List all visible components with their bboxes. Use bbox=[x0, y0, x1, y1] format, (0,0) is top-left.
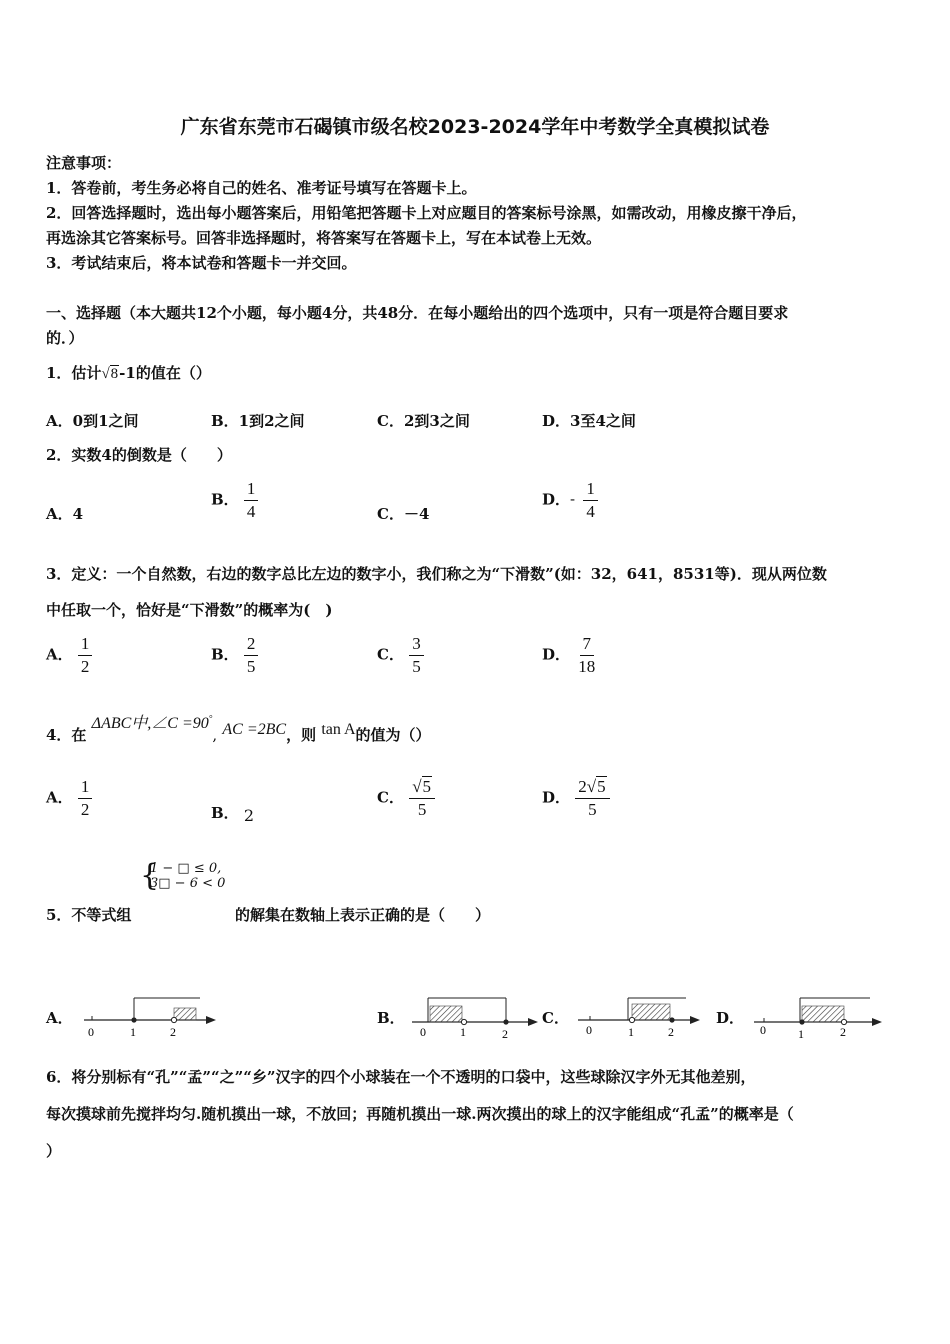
sqrt-expression: √8 bbox=[101, 366, 119, 382]
brace-icon: { bbox=[140, 858, 160, 893]
page-title: 广东省东莞市石碣镇市级名校2023-2024学年中考数学全真模拟试卷 bbox=[180, 116, 770, 138]
section-heading: 一、选择题（本大题共12个小题，每小题4分，共48分．在每小题给出的四个选项中，只有一项是符合题目要求 bbox=[46, 304, 789, 322]
q2-option-a[interactable]: A．4 bbox=[46, 505, 84, 523]
note-item: 2．回答选择题时，选出每小题答案后，用铅笔把答题卡上对应题目的答案标号涂黑，如需改动，用橡皮擦干净后， bbox=[46, 204, 807, 222]
question-3-stem-cont: 中任取一个，恰好是“下滑数”的概率为( ) bbox=[46, 601, 333, 619]
q4-option-a[interactable]: A． $\frac{1}{2}$ bbox=[46, 778, 92, 819]
q4-option-c[interactable]: C． $\frac{√5}{5}$ bbox=[377, 778, 435, 819]
fraction: $\frac{1}{2}$ bbox=[78, 635, 93, 676]
question-3-stem: 3．定义：一个自然数，右边的数字总比左边的数字小，我们称之为“下滑数”(如：32，641，8531等)．现从两位数 bbox=[46, 565, 827, 583]
note-item: 再选涂其它答案标号。回答非选择题时，将答案写在答题卡上，写在本试卷上无效。 bbox=[46, 229, 602, 247]
svg-text:2: 2 bbox=[170, 1025, 176, 1039]
question-6-stem-end: ） bbox=[46, 1142, 62, 1160]
fraction: $\frac{2}{5}$ bbox=[244, 635, 259, 676]
question-1-stem: 1．估计√8-1的值在（） bbox=[46, 364, 211, 382]
fraction: $\frac{3}{5}$ bbox=[409, 635, 424, 676]
q3-option-a[interactable]: A． $\frac{1}{2}$ bbox=[46, 635, 92, 676]
q3-option-d[interactable]: D． $\frac{7}{18}$ bbox=[542, 635, 598, 676]
q3-option-c[interactable]: C． $\frac{3}{5}$ bbox=[377, 635, 424, 676]
q5-option-d-numberline[interactable] bbox=[752, 992, 888, 1040]
fraction: $\frac{1}{4}$ bbox=[583, 480, 598, 521]
q2-option-b[interactable]: B． $\frac{1}{4}$ bbox=[211, 480, 258, 521]
question-2-stem: 2．实数4的倒数是（ ） bbox=[46, 446, 232, 464]
fraction: $\frac{√5}{5}$ bbox=[409, 778, 435, 819]
notes-heading: 注意事项： bbox=[46, 154, 122, 172]
note-item: 1．答卷前，考生务必将自己的姓名、准考证号填写在答题卡上。 bbox=[46, 179, 477, 197]
svg-text:1: 1 bbox=[130, 1025, 136, 1039]
q4-option-d[interactable]: D． $\frac{2√5}{5}$ bbox=[542, 778, 610, 819]
svg-text:1: 1 bbox=[460, 1025, 466, 1039]
fraction: $\frac{1}{4}$ bbox=[244, 480, 259, 521]
q5-option-d-label[interactable]: D． bbox=[716, 1009, 745, 1027]
question-5-stem: 5．不等式组 bbox=[46, 906, 132, 924]
svg-text:2: 2 bbox=[840, 1025, 846, 1039]
q2-option-c[interactable]: C．－4 bbox=[377, 505, 430, 523]
svg-text:0: 0 bbox=[420, 1025, 426, 1039]
q5-option-b-label[interactable]: B． bbox=[377, 1009, 405, 1027]
fraction: $\frac{2√5}{5}$ bbox=[575, 778, 609, 819]
q5-option-c-label[interactable]: C． bbox=[542, 1009, 569, 1027]
fraction: $\frac{7}{18}$ bbox=[578, 634, 596, 676]
question-6-stem: 6．将分别标有“孔”“孟”“之”“乡”汉字的四个小球装在一个不透明的口袋中，这些球除汉字外无其他差别， bbox=[46, 1068, 756, 1086]
svg-text:0: 0 bbox=[760, 1023, 766, 1037]
svg-text:2: 2 bbox=[502, 1027, 508, 1040]
svg-text:1: 1 bbox=[798, 1027, 804, 1040]
q2-option-d[interactable]: D．- $\frac{1}{4}$ bbox=[542, 480, 598, 521]
note-item: 3．考试结束后，将本试卷和答题卡一并交回。 bbox=[46, 254, 357, 272]
fraction: $\frac{1}{2}$ bbox=[78, 778, 93, 819]
question-5-stem-cont: 的解集在数轴上表示正确的是（ ） bbox=[235, 906, 491, 924]
q1-option-d[interactable]: D．3至4之间 bbox=[542, 412, 636, 430]
svg-text:0: 0 bbox=[586, 1023, 592, 1037]
side-condition: AC =2BC bbox=[222, 721, 287, 738]
q5-option-c-numberline[interactable] bbox=[576, 992, 706, 1040]
q1-option-a[interactable]: A．0到1之间 bbox=[46, 412, 139, 430]
svg-text:1: 1 bbox=[628, 1025, 634, 1039]
q4-option-b[interactable]: B． 2 bbox=[211, 804, 255, 825]
inequality-system: { 1 − □ ≤ 0, 3□ − 6 < 0 bbox=[140, 858, 226, 893]
q1-option-c[interactable]: C．2到3之间 bbox=[377, 412, 470, 430]
svg-text:0: 0 bbox=[88, 1025, 94, 1039]
q1-option-b[interactable]: B．1到2之间 bbox=[211, 412, 305, 430]
question-4-stem: 4．在 ΔABC中,∠C =90°, AC =2BC，则 tan A的值为（） bbox=[46, 713, 431, 744]
q3-option-b[interactable]: B． $\frac{2}{5}$ bbox=[211, 635, 258, 676]
question-6-stem-cont: 每次摸球前先搅拌均匀.随机摸出一球，不放回；再随机摸出一球.两次摸出的球上的汉字能组成“孔孟”的概率是（ bbox=[46, 1105, 794, 1123]
triangle-condition: ΔABC中,∠C =90° bbox=[91, 713, 213, 732]
q5-option-a-label[interactable]: A． bbox=[46, 1009, 73, 1027]
q5-option-b-numberline[interactable] bbox=[408, 992, 538, 1040]
q5-option-a-numberline[interactable] bbox=[82, 992, 222, 1040]
svg-text:2: 2 bbox=[668, 1025, 674, 1039]
tan-expression: tan A bbox=[321, 721, 356, 738]
section-heading-cont: 的．） bbox=[46, 329, 84, 347]
